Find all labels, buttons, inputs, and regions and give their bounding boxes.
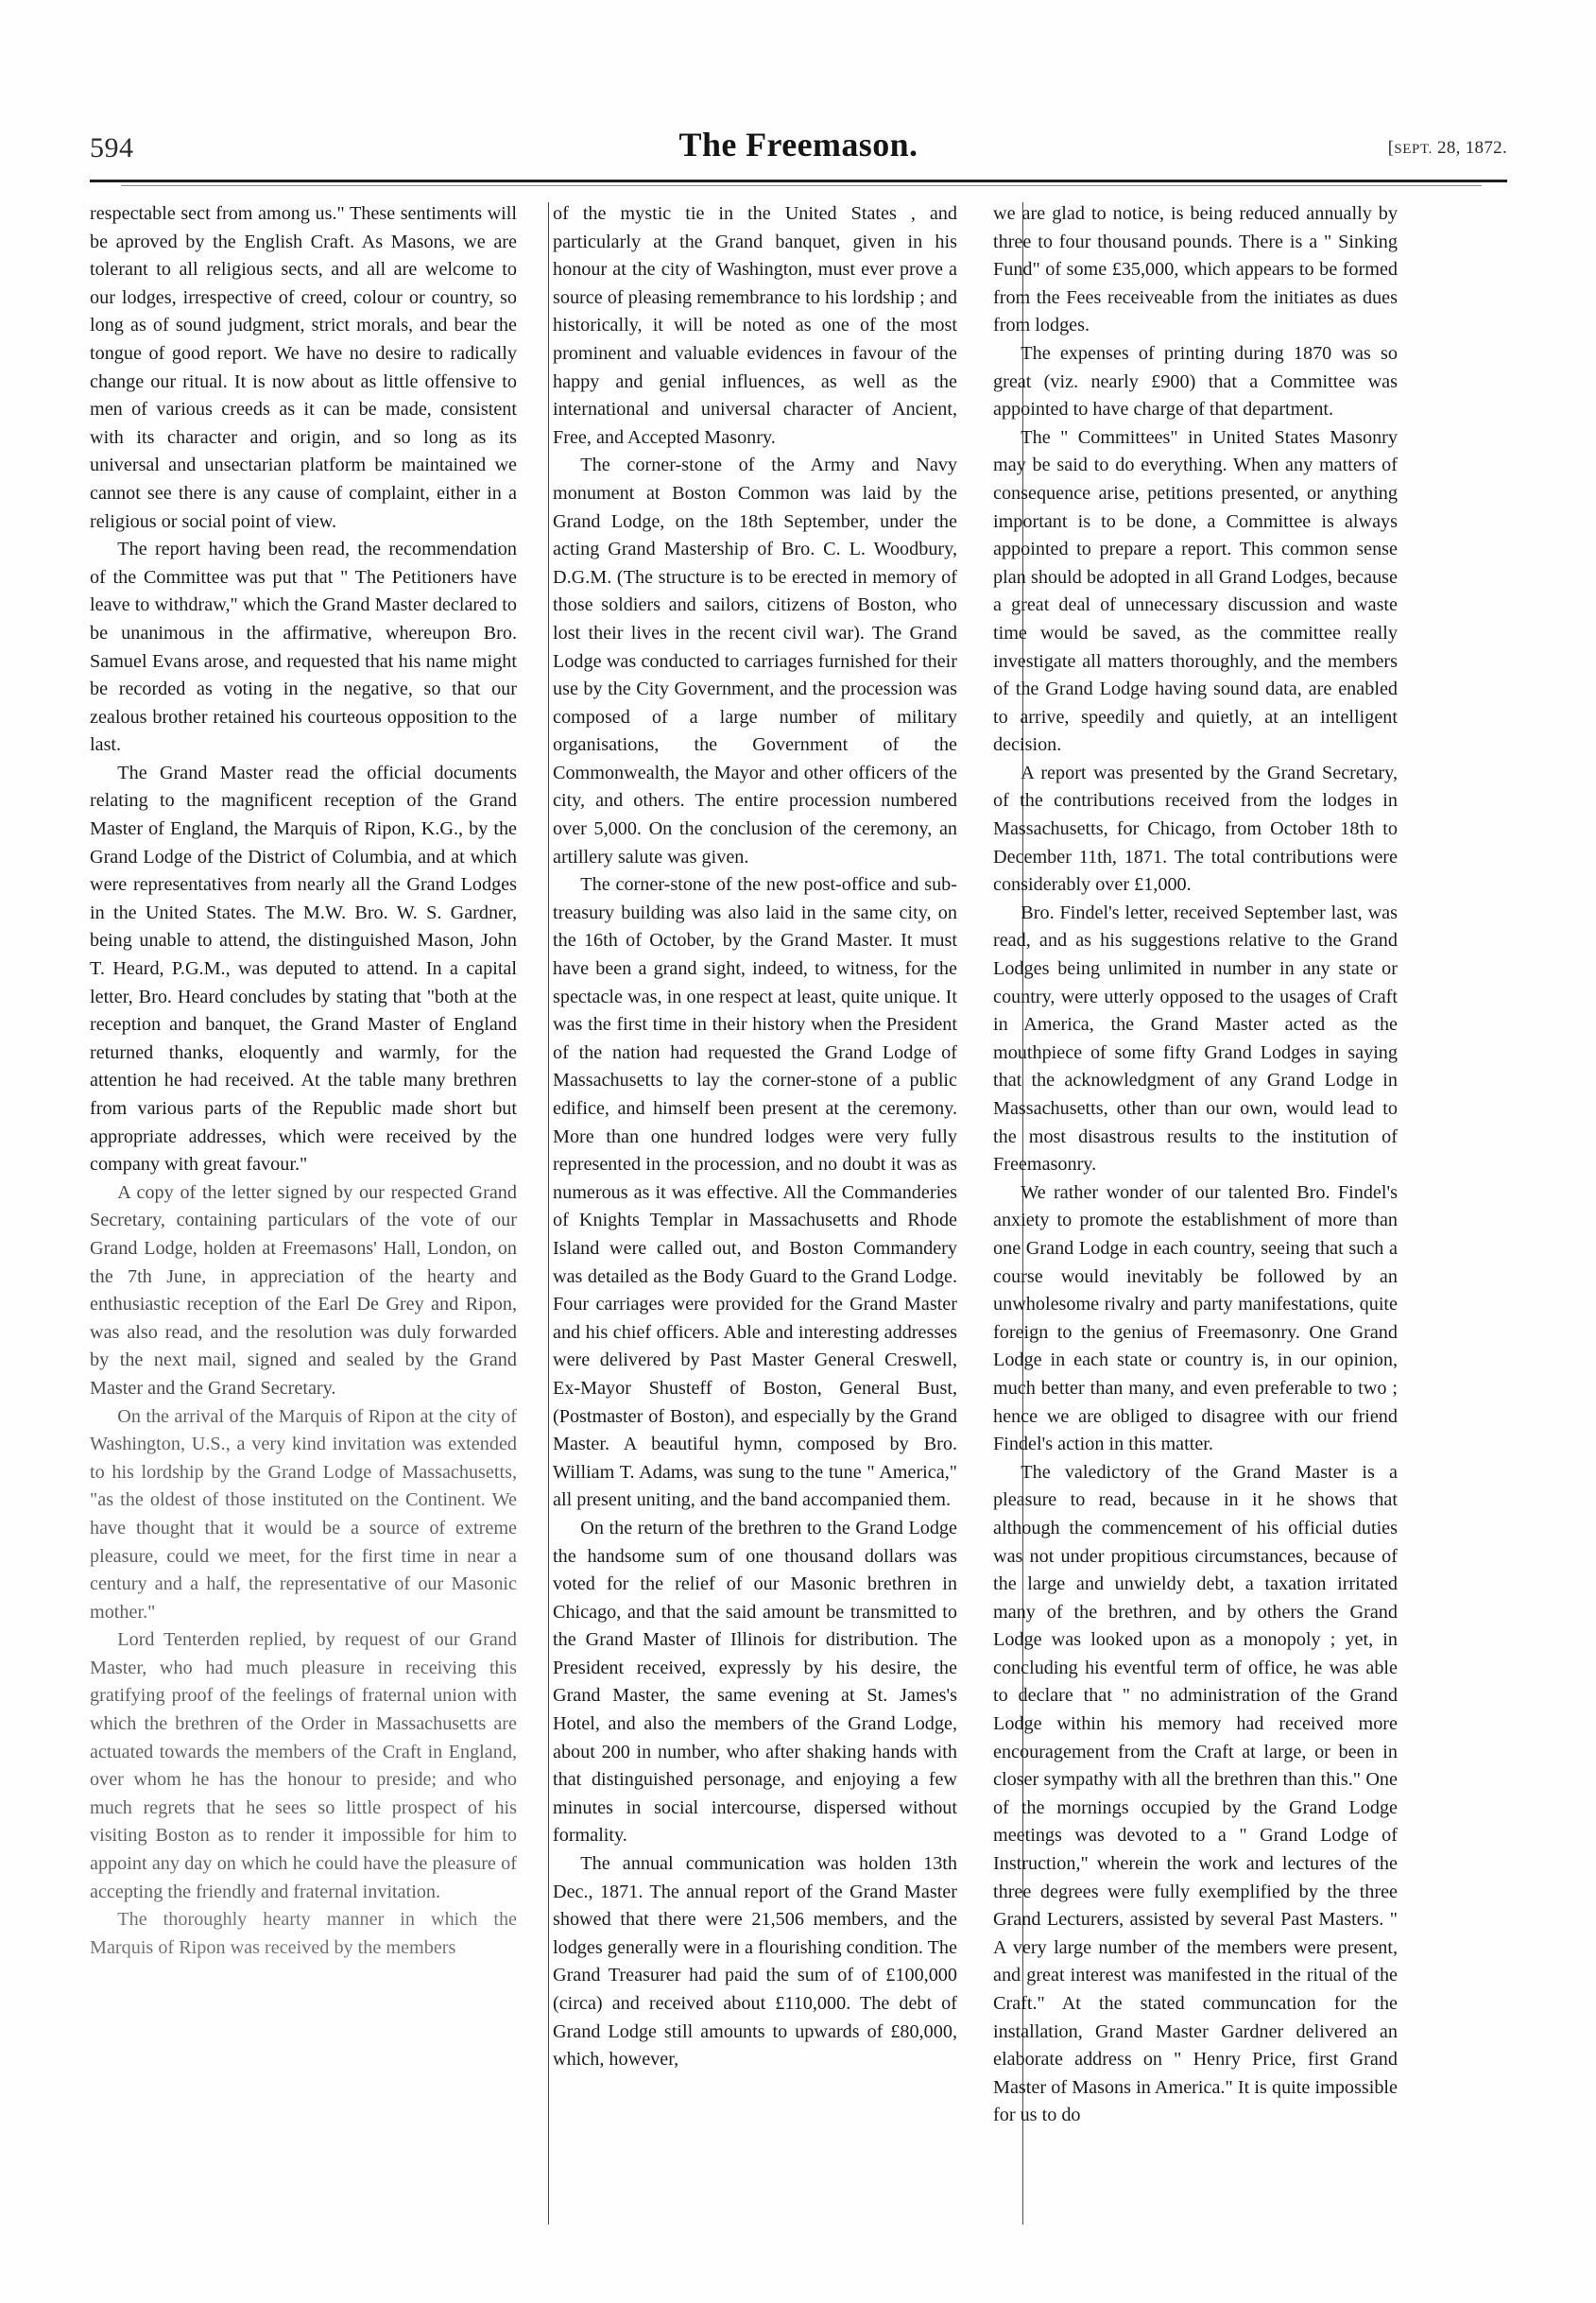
paragraph: The report having been read, the recommendation of the Committee was put that " The Petitioners have leave to withdraw," which the Grand Master declared to be unanimous in the affirmative, whereupon Bro. Samuel Evans arose, and requested that his name might be recorded as voting in the negative, so that our zealous brother retained his courteous opposition to the last. <box>90 539 517 756</box>
paragraph: The " Committees" in United States Masonry may be said to do everything. When any matters of consequence arise, petitions presented, or anything important is to be done, a Committee is always appointed to prepare a report. This common sense plan should be adopted in all Grand Lodges, because a great deal of unnecessary discussion and waste time would be saved, as the committee really investigate all matters thoroughly, and the members of the Grand Lodge having sound data, are enabled to arrive, speedily and quietly, at an intelligent decision. <box>993 426 1398 756</box>
paragraph: The expenses of printing during 1870 was so great (viz. nearly £900) that a Committee was appointed to have charge of that department. <box>993 342 1398 421</box>
paragraph: The corner-stone of the Army and Navy monument at Boston Common was laid by the Grand Lodge, on the 18th September, under the acting Grand Mastership of Bro. C. L. Woodbury, D.G.M. (The structure is to be erected in memory of those soldiers and sailors, citizens of Boston, who lost their lives in the recent civil war). The Grand Lodge was conducted to carriages furnished for their use by the City Government, and the procession was composed of a large number of military organisations, the Government of the Commonwealth, the Mayor and other officers of the city, and others. The entire procession numbered over 5,000. On the conclusion of the ceremony, an artillery salute was given. <box>553 455 957 868</box>
masthead-divider-secondary <box>121 185 1482 186</box>
paragraph: We rather wonder of our talented Bro. Findel's anxiety to promote the establishment of more than one Grand Lodge in each country, seeing that such a course would inevitably be followed by an unwholesome rivalry and party manifestations, quite foreign to the genius of Freemasonry. One Grand Lodge in each state or country is, in our opinion, much better than many, and even preferable to two ; hence we are obliged to disagree with our friend Findel's action in this matter. <box>993 1181 1398 1455</box>
masthead-divider <box>90 180 1507 182</box>
paragraph: The thoroughly hearty manner in which the Marquis of Ripon was received by the members <box>90 1909 517 1958</box>
paragraph: A report was presented by the Grand Secretary, of the contributions received from the lodges in Massachusetts, for Chicago, from October 18th to December 11th, 1871. The total contributions were considerably over £1,000. <box>993 762 1398 896</box>
page-number: 594 <box>90 132 134 163</box>
column-1 <box>90 200 530 2251</box>
issue-date-month: SEPT. <box>1394 142 1433 157</box>
paragraph: The Grand Master read the official documents relating to the magnificent reception of the Grand Master of England, the Marquis of Ripon, K.G., by the Grand Lodge of the District of Columbia, and at which were representatives from nearly all the Grand Lodges in the United States. The M.W. Bro. W. S. Gardner, being unable to attend, the distinguished Mason, John T. Heard, P.G.M., was deputed to attend. In a capital letter, Bro. Heard concludes by stating that "both at the reception and banquet, the Grand Master of England returned thanks, eloquently and warmly, for the attention he had received. At the table many brethren from various parts of the Republic made short but appropriate addresses, which were received by the company with great favour." <box>90 762 517 1176</box>
issue-date-rest: 28, 1872. <box>1433 138 1507 158</box>
paragraph: A copy of the letter signed by our respected Grand Secretary, containing particulars of the vote of our Grand Lodge, holden at Freemasons' Hall, London, on the 7th June, in appreciation of the hearty and enthusiastic reception of the Earl De Grey and Ripon, was also read, and the resolution was duly forwarded by the next mail, signed and sealed by the Grand Master and the Grand Secretary. <box>90 1181 517 1399</box>
paragraph: The annual communication was holden 13th Dec., 1871. The annual report of the Grand Master showed that there were 21,506 members, and the lodges generally were in a flourishing condition. The Grand Treasurer had paid the sum of of £100,000 (circa) and received about £110,000. The debt of Grand Lodge still amounts to upwards of £80,000, which, however, <box>553 1853 957 2071</box>
paragraph: On the return of the brethren to the Grand Lodge the handsome sum of one thousand dollars was voted for the relief of our Masonic brethren in Chicago, and that the said amount be transmitted to the Grand Master of Illinois for distribution. The President received, expressly by his desire, the Grand Master, the same evening at St. James's Hotel, and also the members of the Grand Lodge, about 200 in number, who after shaking hands with that distinguished personage, and enjoying a few minutes in social intercourse, dispersed without formality. <box>553 1517 957 1847</box>
paragraph: Bro. Findel's letter, received September last, was read, and as his suggestions relative to the Grand Lodges being unlimited in number in any state or country, were utterly opposed to the usages of Craft in America, the Grand Master acted as the mouthpiece of some fifty Grand Lodges in saying that the acknowledgment of any Grand Lodge in Massachusetts, other than our own, would lead to the most disastrous results to the institution of Freemasonry. <box>993 902 1398 1176</box>
paragraph: Lord Tenterden replied, by request of our Grand Master, who had much pleasure in receiving this gratifying proof of the feelings of fraternal union with which the brethren of the Order in Massachusetts are actuated towards the members of the Craft in England, over whom he has the honour to preside; and who much regrets that he sees so little prospect of his visiting Boston as to render it impossible for him to appoint any day on which he could have the pleasure of accepting the friendly and fraternal invitation. <box>90 1629 517 1902</box>
issue-date <box>1388 138 1507 159</box>
column-2 <box>530 200 970 2251</box>
paragraph: we are glad to notice, is being reduced annually by three to four thousand pounds. There is a " Sinking Fund" of some £35,000, which appears to be formed from the Fees receiveable from the initiates as dues from lodges. <box>993 203 1398 336</box>
paragraph: The corner-stone of the new post-office and sub-treasury building was also laid in the same city, on the 16th of October, by the Grand Master. It must have been a grand sight, indeed, to witness, for the spectacle was, in one respect at least, quite unique. It was the first time in their history when the President of the nation had requested the Grand Lodge of Massachusetts to lay the corner-stone of a public edifice, and himself been present at the ceremony. More than one hundred lodges were very fully represented in the procession, and no doubt it was as numerous as it was effective. All the Commanderies of Knights Templar in Massachusetts and Rhode Island were called out, and Boston Commandery was detailed as the Body Guard to the Grand Lodge. Four carriages were provided for the Grand Master and his chief officers. Able and interesting addresses were delivered by Past Master General Creswell, Ex-Mayor Shusteff of Boston, General Bust, (Postmaster of Boston), and especially by the Grand Master. A beautiful hymn, composed by Bro. William T. Adams, was sung to the tune " America," all present uniting, and the band accompanied them. <box>553 874 957 1511</box>
publication-title: The Freemason. <box>678 126 918 163</box>
paragraph: respectable sect from among us." These sentiments will be aproved by the English Craft. As Masons, we are tolerant to all religious sects, and all are welcome to our lodges, irrespective of creed, colour or country, so long as of sound judgment, strict morals, and bear the tongue of good report. We have no desire to radically change our ritual. It is now about as little offensive to men of various creeds as it can be made, consistent with its character and origin, and so long as its universal and unsectarian platform be maintained we cannot see there is any cause of complaint, either in a religious or social point of view. <box>90 203 517 532</box>
issue-date-bracket: [ <box>1387 138 1395 158</box>
paragraph: of the mystic tie in the United States , and particularly at the Grand banquet, given in his honour at the city of Washington, must ever prove a source of pleasing remembrance to his lordship ; and historically, it will be noted as one of the most prominent and valuable evidences in favour of the happy and genial influences, as well as the international and universal character of Ancient, Free, and Accepted Masonry. <box>553 203 957 448</box>
masthead <box>90 125 1507 174</box>
paragraph: On the arrival of the Marquis of Ripon at the city of Washington, U.S., a very kind invitation was extended to his lordship by the Grand Lodge of Massachusetts, "as the oldest of those instituted on the Continent. We have thought that it would be a source of extreme pleasure, could we meet, for the first time in near a century and a half, the representative of our Masonic mother." <box>90 1405 517 1623</box>
article-columns <box>90 200 1507 2251</box>
column-3 <box>970 200 1411 2251</box>
paragraph: The valedictory of the Grand Master is a pleasure to read, because in it he shows that although the commencement of his official duties was not under propitious circumstances, because of the large and unwieldy debt, a taxation irritated many of the brethren, and by others the Grand Lodge was looked upon as a monopoly ; yet, in concluding his eventful term of office, he was able to declare that " no administration of the Grand Lodge within his memory had received more encouragement from the Craft at large, or been in closer sympathy with all the brethren than this." One of the mornings occupied by the Grand Lodge meetings was devoted to a " Grand Lodge of Instruction," wherein the work and lectures of the three degrees were fully exemplified by the three Grand Lecturers, assisted by several Past Masters. " A very large number of the members were present, and great interest was manifested in the ritual of the Craft." At the stated communcation for the installation, Grand Master Gardner delivered an elaborate address on " Henry Price, first Grand Master of Masons in America." It is quite impossible for us to do <box>993 1461 1398 2126</box>
